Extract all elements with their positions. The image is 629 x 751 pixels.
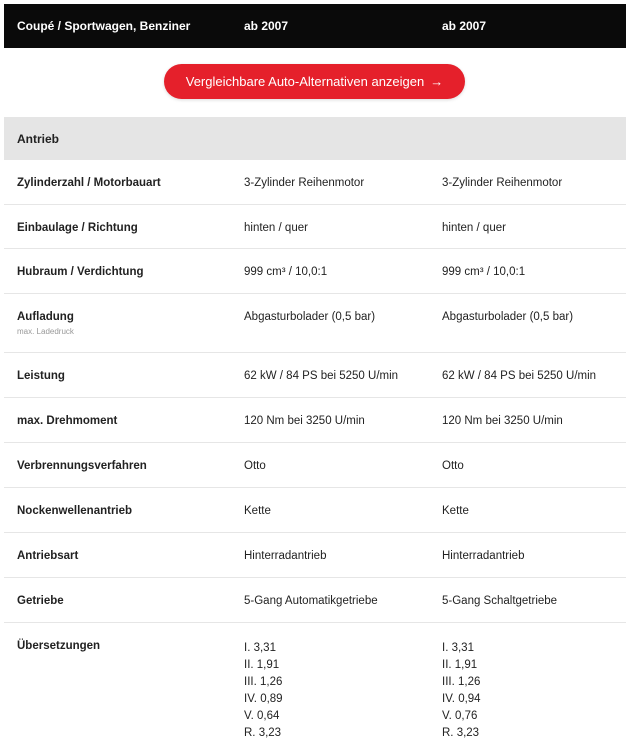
row-value-2: Hinterradantrieb	[442, 550, 525, 562]
show-alternatives-button[interactable]	[164, 64, 466, 99]
row-label: Hubraum / Verdichtung	[17, 266, 144, 278]
cta-container	[0, 64, 629, 99]
show-alternatives-label: Vergleichbare Auto-Alternativen anzeigen	[185, 74, 425, 89]
table-row	[4, 443, 626, 488]
gear-ratio: I. 3,31	[244, 642, 276, 654]
header-vehicle-type: Coupé / Sportwagen, Benziner	[17, 19, 191, 33]
gear-ratio: IV. 0,94	[442, 693, 481, 705]
row-value-1: 62 kW / 84 PS bei 5250 U/min	[244, 370, 399, 382]
table-row	[4, 488, 626, 533]
table-row	[4, 353, 626, 398]
row-value-1: Otto	[244, 460, 266, 472]
row-value-2: Otto	[442, 460, 464, 472]
gear-ratio: V. 0,76	[442, 710, 478, 722]
row-value-2: Kette	[442, 505, 469, 517]
table-row	[4, 249, 626, 294]
table-row	[4, 398, 626, 443]
row-value-1: Abgasturbolader (0,5 bar)	[244, 311, 376, 323]
gear-ratio-list-1	[244, 640, 283, 742]
spec-table	[4, 160, 626, 751]
table-header-bar	[4, 4, 626, 48]
header-column-2: ab 2007	[442, 19, 487, 33]
table-row-gear-ratios	[4, 623, 626, 751]
row-label: Verbrennungsverfahren	[17, 460, 147, 472]
table-row	[4, 533, 626, 578]
row-label: Zylinderzahl / Motorbauart	[17, 177, 161, 189]
row-value-2: 999 cm³ / 10,0:1	[442, 266, 526, 278]
row-label: max. Drehmoment	[17, 415, 118, 427]
gear-ratio: III. 1,26	[244, 676, 283, 688]
row-label: Antriebsart	[17, 550, 79, 562]
gear-ratio: III. 1,26	[442, 676, 481, 688]
table-row	[4, 205, 626, 249]
row-label: Nockenwellenantrieb	[17, 505, 133, 517]
section-title: Antrieb	[17, 132, 59, 146]
section-header	[4, 117, 626, 160]
gear-ratio: II. 1,91	[244, 659, 280, 671]
row-label: Übersetzungen	[17, 640, 101, 652]
row-value-2: 3-Zylinder Reihenmotor	[442, 177, 563, 189]
row-value-2: 5-Gang Schaltgetriebe	[442, 595, 558, 607]
row-value-1: 999 cm³ / 10,0:1	[244, 266, 328, 278]
gear-ratio: I. 3,31	[442, 642, 474, 654]
row-value-2: 62 kW / 84 PS bei 5250 U/min	[442, 370, 597, 382]
table-row	[4, 578, 626, 623]
row-value-1: 5-Gang Automatikgetriebe	[244, 595, 378, 607]
gear-ratio: R. 3,23	[244, 727, 282, 739]
row-label: Leistung	[17, 370, 65, 382]
row-value-1: 3-Zylinder Reihenmotor	[244, 177, 365, 189]
row-value-1: hinten / quer	[244, 222, 308, 234]
row-label: Einbaulage / Richtung	[17, 222, 138, 234]
row-value-1: Kette	[244, 505, 271, 517]
row-value-1: 120 Nm bei 3250 U/min	[244, 415, 365, 427]
gear-ratio: V. 0,64	[244, 710, 280, 722]
row-label: Aufladung	[17, 311, 74, 323]
row-value-2: hinten / quer	[442, 222, 506, 234]
row-label: Getriebe	[17, 595, 64, 607]
row-value-2: 120 Nm bei 3250 U/min	[442, 415, 563, 427]
gear-ratio: R. 3,23	[442, 727, 480, 739]
gear-ratio: IV. 0,89	[244, 693, 283, 705]
header-column-1: ab 2007	[244, 19, 289, 33]
arrow-right-icon: →	[430, 74, 444, 89]
table-row	[4, 160, 626, 205]
table-row	[4, 294, 626, 353]
row-value-2: Abgasturbolader (0,5 bar)	[442, 311, 574, 323]
gear-ratio: II. 1,91	[442, 659, 478, 671]
row-sublabel: max. Ladedruck	[17, 327, 74, 336]
gear-ratio-list-2	[442, 640, 481, 742]
row-value-1: Hinterradantrieb	[244, 550, 327, 562]
